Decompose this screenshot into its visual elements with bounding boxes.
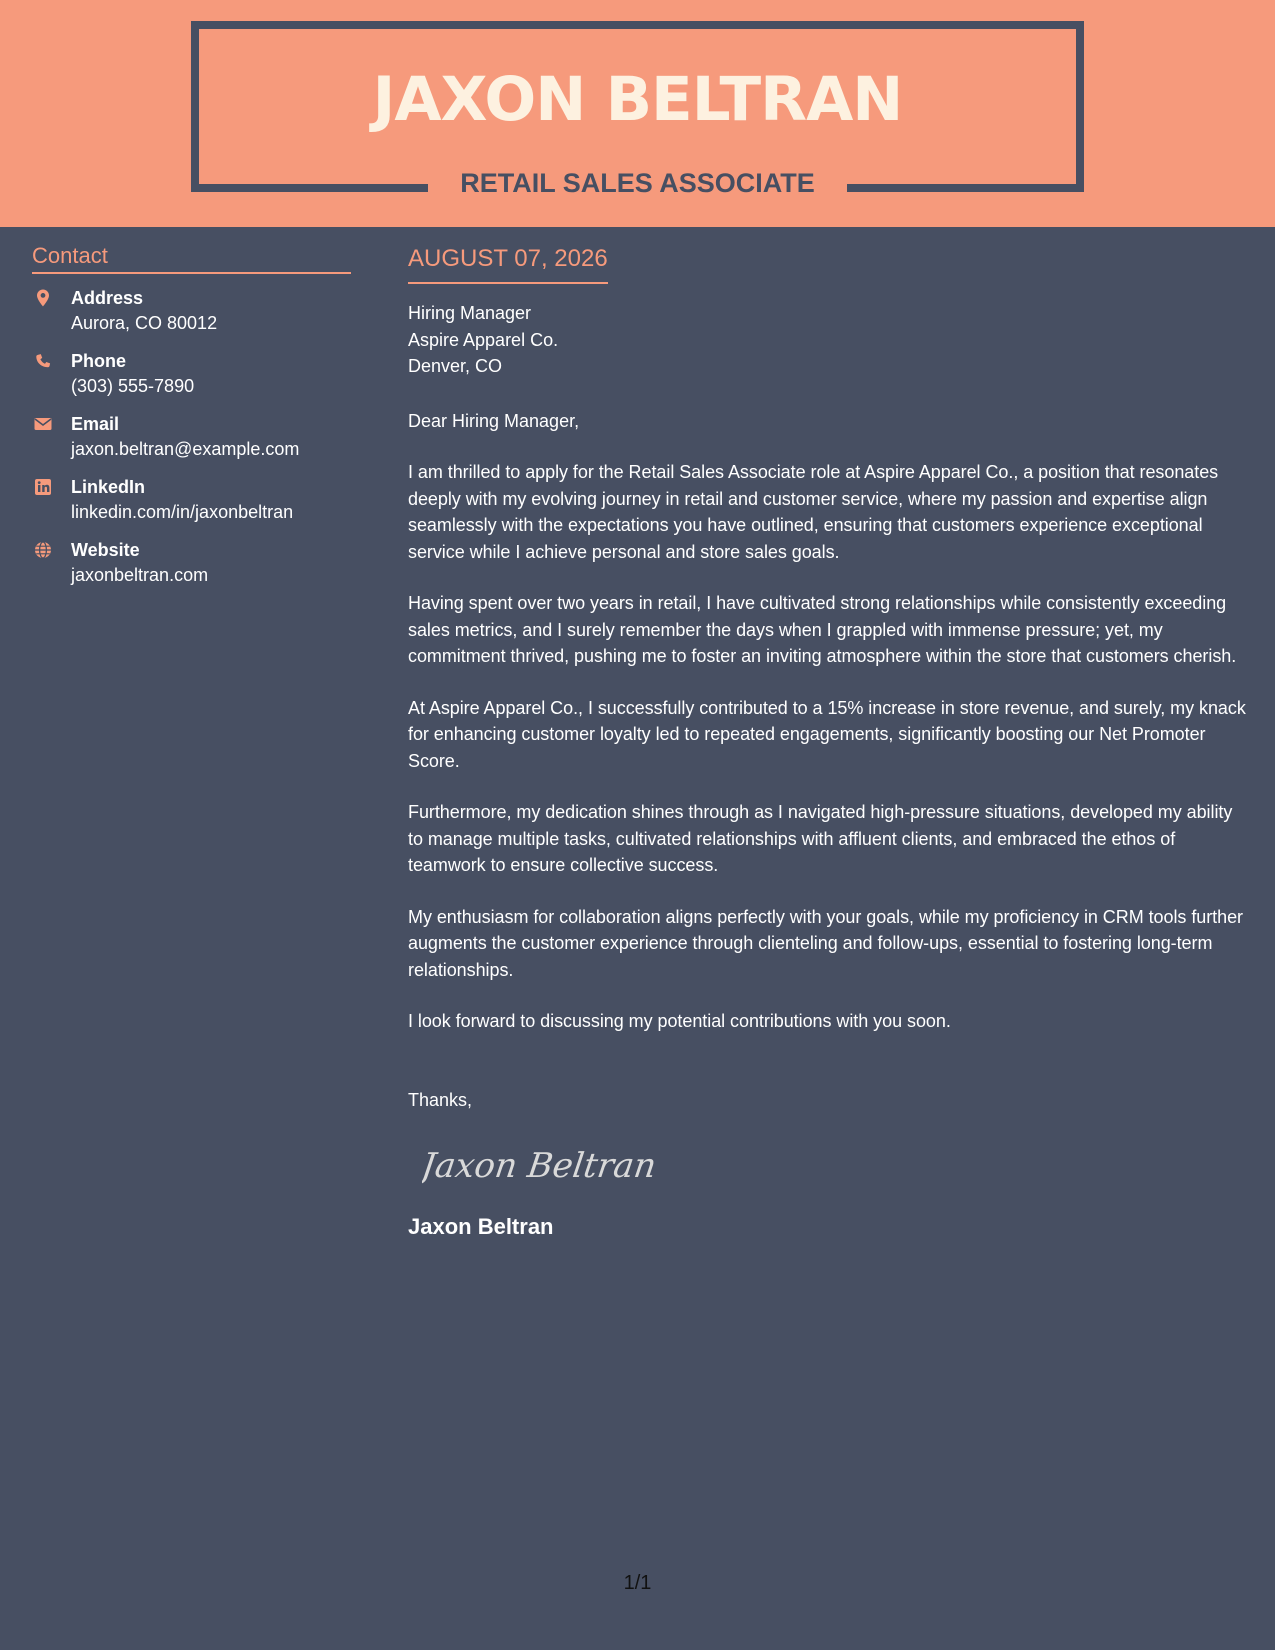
contact-label: Address xyxy=(71,288,144,308)
signature-text: Jaxon Beltran xyxy=(422,1146,659,1186)
contact-item-email xyxy=(32,412,351,475)
phone-icon xyxy=(33,351,53,371)
letter-paragraph: Having spent over two years in retail, I have cultivated strong relationships while consistently exceeding sales metrics, and I surely remember the days when I grappled with immense pressure; yet, my commitment thrived, pushing me to foster an inviting atmosphere within the store that customers cherish. xyxy=(408,593,1237,666)
recipient-line: Denver, CO xyxy=(408,356,503,376)
contact-item-address xyxy=(32,286,351,349)
salutation: Dear Hiring Manager, xyxy=(408,410,580,431)
job-title: RETAIL SALES ASSOCIATE xyxy=(460,168,815,198)
page-number: 1/1 xyxy=(623,1572,652,1594)
letter-paragraph: I look forward to discussing my potential contributions with you soon. xyxy=(408,1011,951,1031)
letter-paragraph: Furthermore, my dedication shines through as I navigated high-pressure situations, developed my ability to manage multiple tasks, cultivated relationships with affluent clients, and embraced the ethos of teamwork to ensure collective success. xyxy=(408,802,1233,875)
letter-paragraph: I am thrilled to apply for the Retail Sales Associate role at Aspire Apparel Co., a position that resonates deeply with my evolving journey in retail and customer service, where my passion and expertise align seamlessly with the expectations you have outlined, ensuring that customers experience exceptional service while I achieve personal and store sales goals. xyxy=(408,462,1219,562)
signer-name: Jaxon Beltran xyxy=(408,1214,554,1239)
contact-item-website xyxy=(32,538,351,601)
header-banner xyxy=(0,0,1275,227)
envelope-icon xyxy=(33,414,53,434)
contact-label: Phone xyxy=(71,351,127,371)
closing: Thanks, xyxy=(408,1089,473,1110)
contact-label: LinkedIn xyxy=(71,477,146,497)
contact-value: (303) 555-7890 xyxy=(71,376,195,396)
contact-item-linkedin xyxy=(32,475,351,538)
contact-label: Website xyxy=(71,540,140,560)
letter-paragraph: At Aspire Apparel Co., I successfully contributed to a 15% increase in store revenue, and surely, my knack for enhancing customer loyalty led to repeated engagements, significantly boosting our Net Promoter Score. xyxy=(408,697,1246,771)
contact-value: jaxonbeltran.com xyxy=(71,565,209,585)
applicant-name: JAXON BELTRAN xyxy=(372,64,903,135)
letter-paragraph: My enthusiasm for collaboration aligns perfectly with your goals, while my proficiency in CRM tools further augments the customer experience through clienteling and follow-ups, essential to fostering long-term relationships. xyxy=(408,906,1243,980)
recipient-line: Aspire Apparel Co. xyxy=(408,329,559,350)
contact-item-phone xyxy=(32,349,351,412)
letter-body xyxy=(408,240,1248,1242)
letter-date: AUGUST 07, 2026 xyxy=(408,240,608,284)
map-pin-icon xyxy=(33,288,53,308)
recipient-line: Hiring Manager xyxy=(408,303,532,323)
contact-value: jaxon.beltran@example.com xyxy=(71,439,300,459)
contact-label: Email xyxy=(71,414,120,434)
contact-sidebar xyxy=(32,240,351,601)
contact-value: Aurora, CO 80012 xyxy=(71,313,218,333)
contact-heading: Contact xyxy=(32,240,351,274)
contact-value: linkedin.com/in/jaxonbeltran xyxy=(71,502,294,522)
globe-icon xyxy=(33,540,53,560)
linkedin-icon xyxy=(33,477,53,497)
recipient-block xyxy=(408,300,1248,380)
signature-image xyxy=(422,1135,662,1191)
